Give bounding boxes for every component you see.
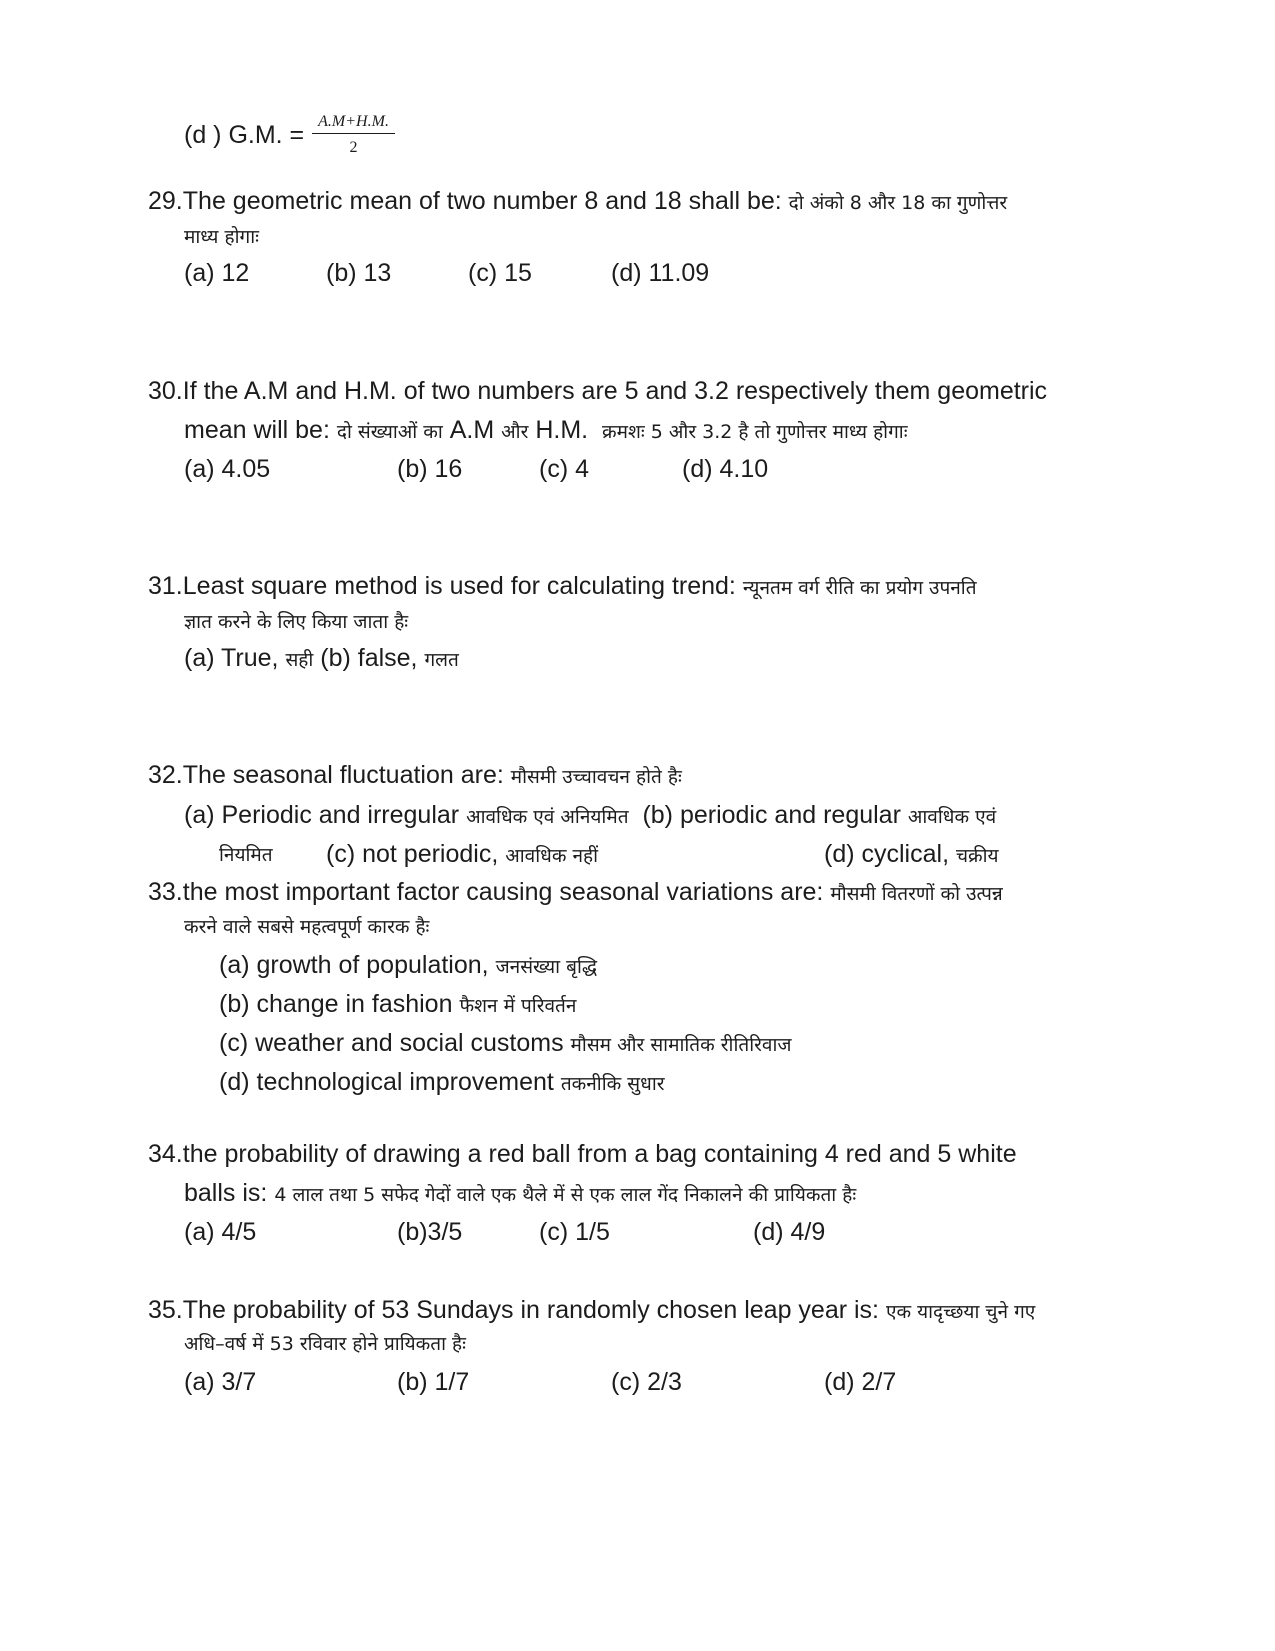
- option-c: [219, 1031, 791, 1056]
- option-b: (b) 13: [326, 259, 392, 287]
- question-text-en-2: balls is:: [184, 1179, 268, 1207]
- option-d: (d) 4/9: [753, 1218, 826, 1246]
- q32-line1: [148, 763, 682, 788]
- option-a: (a) 4/5: [184, 1218, 257, 1246]
- option-b: (b)3/5: [397, 1218, 463, 1246]
- option-d: (d) 4.10: [682, 455, 769, 483]
- option-c-hi: मौसम और सामातिक रीतिरिवाज: [570, 1034, 792, 1056]
- q31-options: [184, 646, 459, 671]
- question-text-en: If the A.M and H.M. of two numbers are 5 and 3.2 respectively them geometric: [182, 377, 1048, 405]
- q33-line1: [148, 880, 1003, 905]
- question-text-en: the probability of drawing a red ball from a bag containing 4 red and 5 white: [182, 1140, 1017, 1168]
- question-text-en-2: mean will be:: [184, 416, 330, 444]
- question-text-hi: मौसमी उच्चावचन होते हैः: [510, 766, 682, 788]
- question-number: 34.: [148, 1140, 183, 1168]
- q30-line2: [184, 418, 908, 443]
- q29-line2-hi: माध्य होगाः: [184, 226, 259, 248]
- option-c: (c) 2/3: [611, 1368, 682, 1396]
- gm-fraction: [312, 114, 395, 156]
- q29-line1: [148, 189, 1007, 214]
- hm-label: H.M.: [535, 416, 589, 444]
- question-number: 32.: [148, 761, 183, 789]
- option-c: (c) 4: [539, 455, 589, 483]
- q30-line1: [148, 379, 1047, 404]
- fraction-numerator: A.M+H.M.: [312, 114, 395, 134]
- option-d: (d) cyclical,: [824, 840, 950, 868]
- option-c: (c) 1/5: [539, 1218, 610, 1246]
- question-number: 33.: [148, 878, 183, 906]
- option-b-en: (b) change in fashion: [219, 990, 453, 1018]
- option-d: (d) 2/7: [824, 1368, 897, 1396]
- option-b-hi: आवधिक एवं: [907, 806, 997, 828]
- option-d: (d) 11.09: [611, 259, 710, 287]
- q31-line1: [148, 574, 977, 599]
- option-a-hi: जनसंख्या बृद्धि: [495, 956, 598, 978]
- option-a: (a) True,: [184, 644, 279, 672]
- question-number: 29.: [148, 187, 183, 215]
- question-text-hi-2: क्रमशः 5 और 3.2 है तो गुणोत्तर माध्य होगाः: [602, 421, 908, 443]
- option-c: (c) 15: [468, 259, 532, 287]
- option-a: (a) 12: [184, 259, 250, 287]
- option-a: (a) 4.05: [184, 455, 271, 483]
- question-text-hi: मौसमी वितरणों को उत्पन्न: [830, 883, 1003, 905]
- option-b-hi-cont: नियमित: [219, 844, 273, 866]
- option-a: (a) 3/7: [184, 1368, 257, 1396]
- option-c-en: (c) weather and social customs: [219, 1029, 564, 1057]
- option-d-wrap: [824, 842, 999, 867]
- prev-option-d-label: (d ) G.M. =: [184, 120, 305, 149]
- q35-line2-hi: अधि–वर्ष में 53 रविवार होने प्रायिकता हैः: [184, 1333, 466, 1355]
- question-text-hi-1: दो संख्याओं का: [336, 421, 443, 443]
- fraction-denominator: 2: [349, 139, 358, 156]
- am-label: A.M: [449, 416, 495, 444]
- option-b: (b) false,: [320, 644, 418, 672]
- prev-option-d: [184, 114, 395, 156]
- question-text-en: The geometric mean of two number 8 and 18 shall be:: [182, 187, 782, 215]
- q34-line1: [148, 1142, 1017, 1167]
- aur-label: और: [501, 421, 529, 443]
- q34-line2: [184, 1181, 856, 1206]
- option-b: (b) periodic and regular: [642, 801, 901, 829]
- question-text-hi: एक यादृच्छया चुने गए: [885, 1301, 1036, 1323]
- option-b-hi: गलत: [424, 649, 459, 671]
- option-a-hi: सही: [285, 649, 314, 671]
- question-text-hi: 4 लाल तथा 5 सफेद गेदों वाले एक थैले में से एक लाल गेंद निकालने की प्रायिकता हैः: [274, 1184, 857, 1206]
- question-text-hi: दो अंको 8 और 18 का गुणोत्तर: [788, 192, 1008, 214]
- question-number: 31.: [148, 572, 183, 600]
- option-b: [219, 992, 576, 1017]
- option-a-en: (a) growth of population,: [219, 951, 489, 979]
- q35-line1: [148, 1298, 1035, 1323]
- option-b: (b) 1/7: [397, 1368, 470, 1396]
- question-text-en: The seasonal fluctuation are:: [182, 761, 504, 789]
- question-number: 35.: [148, 1296, 183, 1324]
- question-text-en: the most important factor causing seasonal variations are:: [182, 878, 824, 906]
- question-text-en: Least square method is used for calculating trend:: [182, 572, 736, 600]
- option-c-wrap: [326, 842, 598, 867]
- option-d-hi: चक्रीय: [955, 845, 999, 867]
- question-number: 30.: [148, 377, 183, 405]
- option-d: [219, 1070, 665, 1095]
- question-text-hi: न्यूनतम वर्ग रीति का प्रयोग उपनति: [742, 577, 977, 599]
- question-text-en: The probability of 53 Sundays in randomly chosen leap year is:: [182, 1296, 879, 1324]
- option-b-hi: फैशन में परिवर्तन: [459, 995, 577, 1017]
- option-b: (b) 16: [397, 455, 463, 483]
- option-a: (a) Periodic and irregular: [184, 801, 460, 829]
- option-c-hi: आवधिक नहीं: [505, 845, 599, 867]
- q31-line2-hi: ज्ञात करने के लिए किया जाता हैः: [184, 611, 409, 633]
- option-a: [219, 953, 597, 978]
- option-a-hi: आवधिक एवं अनियमित: [466, 806, 629, 828]
- option-c: (c) not periodic,: [326, 840, 499, 868]
- q33-line2-hi: करने वाले सबसे महत्वपूर्ण कारक हैः: [184, 916, 430, 938]
- option-d-hi: तकनीकि सुधार: [560, 1073, 665, 1095]
- q32-options-row1: [184, 803, 996, 828]
- option-d-en: (d) technological improvement: [219, 1068, 554, 1096]
